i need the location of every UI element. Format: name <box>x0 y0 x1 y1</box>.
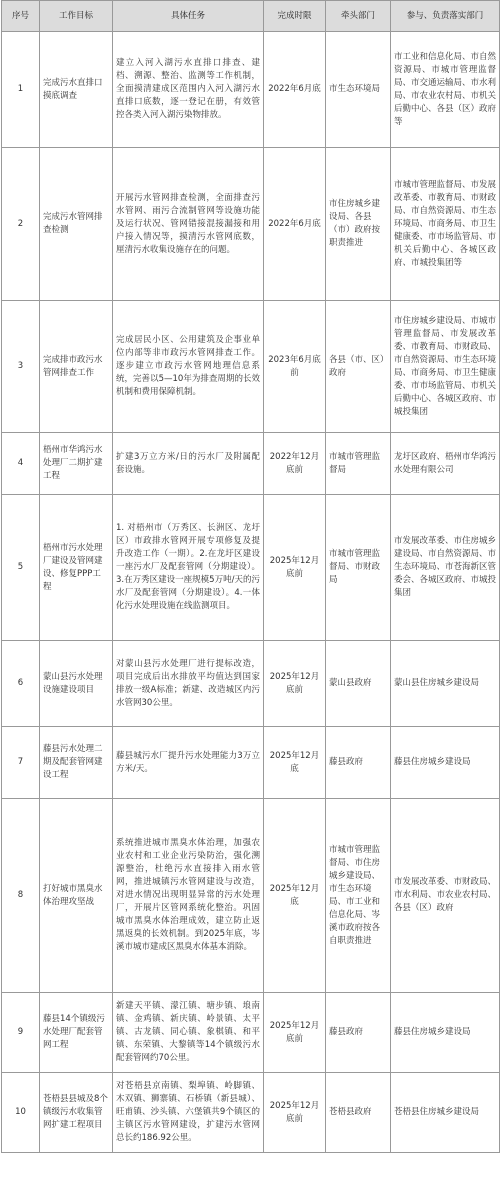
row-lead: 市城市管理监督局 <box>326 433 391 495</box>
row-task: 完成居民小区、公用建筑及企事业单位内部等非市政污水管网排查工作。逐步建立市政污水管网地理信息系统，完善以5—10年为排查周期的长效机制和费用保障机制。 <box>113 301 264 433</box>
row-deadline: 2025年12月底 <box>264 727 326 799</box>
row-partners: 市发展改革委、市住房城乡建设局、市自然资源局、市生态环境局、市苍海新区管委会、各城区政府、市城投集团 <box>391 495 500 641</box>
row-goal: 完成排市政污水管网排查工作 <box>40 301 113 433</box>
header-deadline: 完成时限 <box>264 1 326 32</box>
row-no: 10 <box>2 1073 40 1153</box>
row-deadline: 2025年12月底 <box>264 799 326 993</box>
row-goal: 打好城市黑臭水体治理攻坚战 <box>40 799 113 993</box>
table-row <box>2 799 500 993</box>
row-goal: 苍梧县县城及8个镇级污水收集管网扩建工程项目 <box>40 1073 113 1153</box>
row-no: 5 <box>2 495 40 641</box>
header-participating-departments: 参与、负责落实部门 <box>391 1 500 32</box>
row-partners: 市发展改革委、市财政局、市水利局、市农业农村局、各县（区）政府 <box>391 799 500 993</box>
row-task: 对苍梧县京南镇、梨埠镇、岭脚镇、木双镇、狮寨镇、石桥镇（新县城）、旺甫镇、沙头镇、六堡镇共9个镇区的主镇区污水管网建设，扩建污水管网总长约186.92公里。 <box>113 1073 264 1153</box>
row-no: 4 <box>2 433 40 495</box>
row-no: 1 <box>2 32 40 148</box>
table-row <box>2 727 500 799</box>
work-task-table <box>1 0 500 1153</box>
row-goal: 完成污水直排口摸底调查 <box>40 32 113 148</box>
row-lead: 市城市管理监督局、市财政局 <box>326 495 391 641</box>
row-lead: 市住房城乡建设局、各县（市）政府按职责推进 <box>326 148 391 301</box>
row-goal: 藤县14个镇级污水处理厂配套管网工程 <box>40 993 113 1073</box>
row-deadline: 2022年6月底 <box>264 148 326 301</box>
row-task: 扩建3万立方米/日的污水厂及附属配套设施。 <box>113 433 264 495</box>
row-deadline: 2025年12月底前 <box>264 1073 326 1153</box>
row-partners: 藤县住房城乡建设局 <box>391 727 500 799</box>
table-header-row <box>2 1 500 32</box>
header-serial-no: 序号 <box>2 1 40 32</box>
row-lead: 市城市管理监督局、市住房城乡建设局、市生态环境局、市工业和信息化局、岑溪市政府按各自职责推进 <box>326 799 391 993</box>
row-partners: 藤县住房城乡建设局 <box>391 993 500 1073</box>
table-row <box>2 301 500 433</box>
row-no: 8 <box>2 799 40 993</box>
row-goal: 梧州市污水处理厂建设及管网建设、修复PPP工程 <box>40 495 113 641</box>
row-partners: 市住房城乡建设局、市城市管理监督局、市发展改革委、市教育局、市财政局、市自然资源局、市生态环境局、市商务局、市卫生健康委、市市场监管局、市机关后勤中心、各城区政府、市城投集团 <box>391 301 500 433</box>
row-lead: 藤县政府 <box>326 993 391 1073</box>
row-goal: 蒙山县污水处理设施建设项目 <box>40 641 113 727</box>
row-deadline: 2025年12月底前 <box>264 495 326 641</box>
row-task: 新建天平镇、濛江镇、塘步镇、埌南镇、金鸡镇、新庆镇、岭景镇、太平镇、古龙镇、同心镇、象棋镇、和平镇、东荣镇、大黎镇等14个镇级污水配套管网约70公里。 <box>113 993 264 1073</box>
row-partners: 市工业和信息化局、市自然资源局、市城市管理监督局、市交通运输局、市水利局、市农业农村局、市机关后勤中心、各县（区）政府等 <box>391 32 500 148</box>
row-deadline: 2022年6月底 <box>264 32 326 148</box>
row-task: 开展污水管网排查检测，全面排查污水管网、雨污合流制管网等设施功能及运行状况、管网错接混接漏接和用户接入情况等，摸清污水管网底数，厘清污水收集设施存在的问题。 <box>113 148 264 301</box>
row-deadline: 2022年12月底前 <box>264 433 326 495</box>
row-no: 2 <box>2 148 40 301</box>
row-task: 系统推进城市黑臭水体治理，加强农业农村和工业企业污染防治，强化溯源整治，杜绝污水直接排入雨水管网，推进城镇污水管网建设与改造，对进水情况出现明显异常的污水处理厂，开展片区管网系统化整治。巩固城市黑臭水体治理成效，建立防止返黑返臭的长效机制。到2025年底，岑溪市城市建成区黑臭水体基本消除。 <box>113 799 264 993</box>
row-lead: 蒙山县政府 <box>326 641 391 727</box>
row-goal: 完成污水管网排查检测 <box>40 148 113 301</box>
row-partners: 苍梧县住房城乡建设局 <box>391 1073 500 1153</box>
header-work-goal: 工作目标 <box>40 1 113 32</box>
row-lead: 苍梧县政府 <box>326 1073 391 1153</box>
header-specific-task: 具体任务 <box>113 1 264 32</box>
row-task: 1. 对梧州市（万秀区、长洲区、龙圩区）市政排水管网开展专项修复及提升改造工作（一期）。2.在龙圩区建设一座污水厂及配套管网（分期建设）。3.在万秀区建设一座规模5万吨/天的污水厂及配套管网（分期建设）。4.一体化污水处理设施在线监测项目。 <box>113 495 264 641</box>
table-row <box>2 1073 500 1153</box>
row-no: 6 <box>2 641 40 727</box>
table-row <box>2 641 500 727</box>
table-row <box>2 32 500 148</box>
row-partners: 市城市管理监督局、市发展改革委、市教育局、市财政局、市自然资源局、市生态环境局、市商务局、市卫生健康委、市市场监管局、市机关后勤中心、各城区政府、市城投集团等 <box>391 148 500 301</box>
row-deadline: 2025年12月底前 <box>264 993 326 1073</box>
row-goal: 藤县污水处理二期及配套管网建设工程 <box>40 727 113 799</box>
row-deadline: 2023年6月底前 <box>264 301 326 433</box>
row-task: 对蒙山县污水处理厂进行提标改造，项目完成后出水排放平均值达到国家排放一级A标准；新建、改造城区内污水管网30公里。 <box>113 641 264 727</box>
row-goal: 梧州市华鸿污水处理厂二期扩建工程 <box>40 433 113 495</box>
row-lead: 市生态环境局 <box>326 32 391 148</box>
row-no: 7 <box>2 727 40 799</box>
row-no: 9 <box>2 993 40 1073</box>
table-row <box>2 495 500 641</box>
row-task: 藤县城污水厂提升污水处理能力3万立方米/天。 <box>113 727 264 799</box>
table-row <box>2 433 500 495</box>
row-lead: 藤县政府 <box>326 727 391 799</box>
header-lead-department: 牵头部门 <box>326 1 391 32</box>
row-task: 建立入河入湖污水直排口排查、建档、溯源、整治、监测等工作机制，全面摸清建成区范围内入河入湖污水直排口底数，逐一登记在册，有效管控各类入河入湖污染物排放。 <box>113 32 264 148</box>
row-partners: 龙圩区政府、梧州市华鸿污水处理有限公司 <box>391 433 500 495</box>
table-row <box>2 993 500 1073</box>
row-deadline: 2025年12月底前 <box>264 641 326 727</box>
table-row <box>2 148 500 301</box>
row-lead: 各县（市、区）政府 <box>326 301 391 433</box>
row-partners: 蒙山县住房城乡建设局 <box>391 641 500 727</box>
row-no: 3 <box>2 301 40 433</box>
